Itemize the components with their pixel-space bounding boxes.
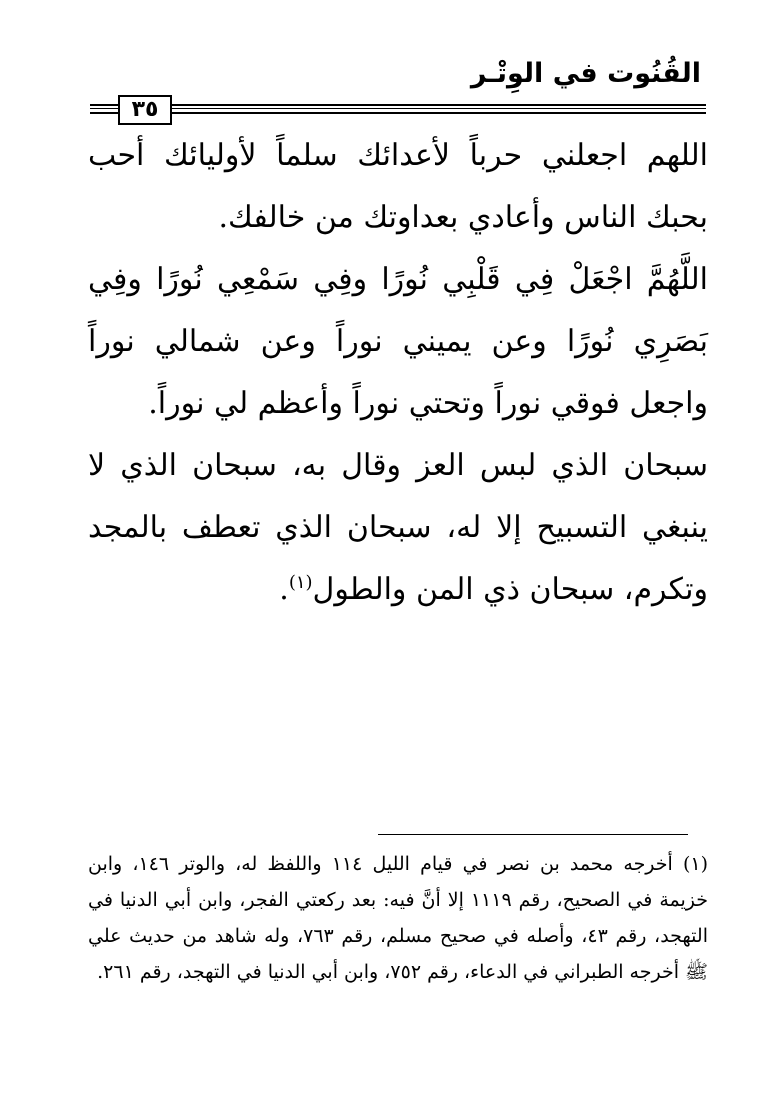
paragraph	[88, 435, 708, 621]
paragraph: اللهم اجعلني حرباً لأعدائك سلماً لأوليائك أحب بحبك الناس وأعادي بعداوتك من خالفك.	[88, 138, 708, 235]
header-rule	[90, 104, 706, 114]
paragraph: اللَّهُمَّ اجْعَلْ فِي قَلْبِي نُورًا وفِي سَمْعِي نُورًا وفِي بَصَرِي نُورًا وعن يميني نوراً وعن شمالي نوراً واجعل فوقي نوراً وتحتي نوراً وأعظم لي نوراً.	[88, 262, 708, 421]
footnotes	[88, 846, 708, 990]
paragraph-end: .	[279, 572, 289, 607]
main-text	[88, 125, 708, 621]
footnote: (١) أخرجه محمد بن نصر في قيام الليل ١١٤ واللفظ له، والوتر ١٤٦، وابن خزيمة في الصحيح، رقم ١١١٩ إلا أنَّ فيه: بعد ركعتي الفجر، وابن أبي الدنيا في التهجد، رقم ٤٣، وأصله في صحيح مسلم، رقم ٧٦٣، وله شاهد من حديث علي ﷺ أخرجه الطبراني في الدعاء، رقم ٧٥٢، وابن أبي الدنيا في التهجد، رقم ٢٦١.	[88, 853, 709, 983]
footnote-separator	[378, 834, 688, 835]
running-title: القُنُوت في الوِتْـر	[470, 58, 701, 89]
footnote-reference[interactable]: (١)	[288, 572, 313, 593]
paragraph-text: سبحان الذي لبس العز وقال به، سبحان الذي لا ينبغي التسبيح إلا له، سبحان الذي تعطف بالمجد وتكرم، سبحان ذي المن والطول	[88, 448, 708, 607]
page-number: ٣٥	[118, 95, 172, 125]
